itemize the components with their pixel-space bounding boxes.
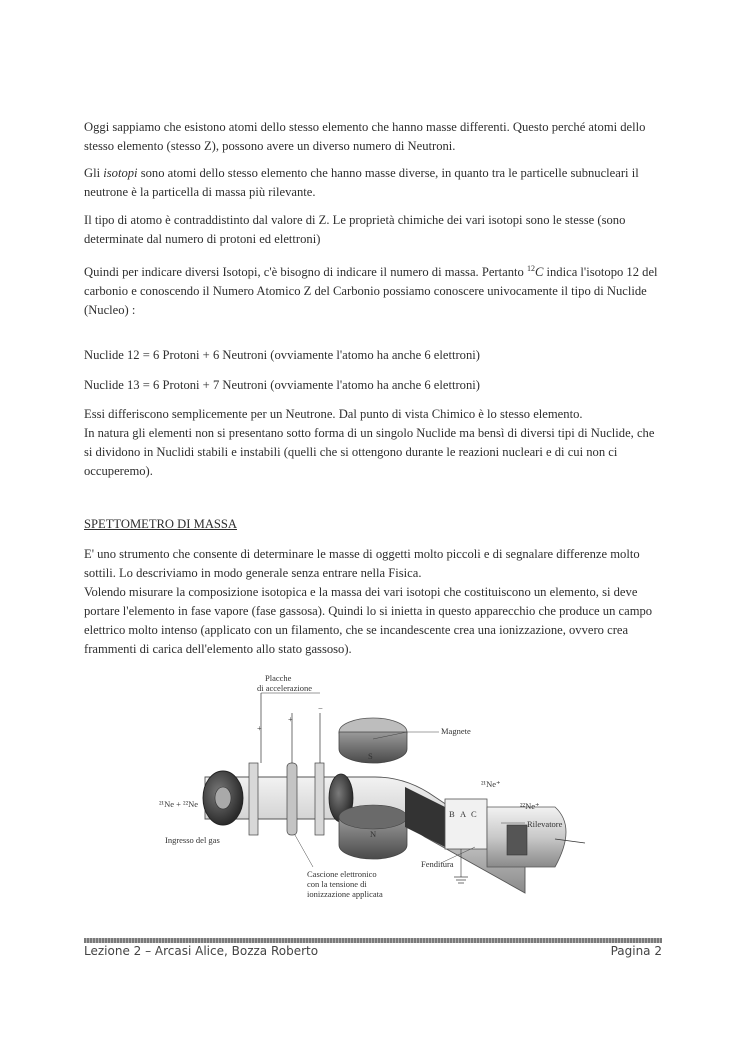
term-isotopi: isotopi xyxy=(103,166,138,180)
label-cathode-line1: Cascione elettronico xyxy=(307,869,377,879)
label-ne22-ion: ²²Ne⁺ xyxy=(520,801,540,811)
label-plates-line2: di accelerazione xyxy=(257,683,312,693)
plus-sign: + xyxy=(257,723,262,733)
lower-magnet-top xyxy=(339,805,407,829)
mass-spectrometer-figure xyxy=(145,667,595,915)
paragraph-neutron-difference: Essi differiscono semplicemente per un Neutrone. Dal punto di vista Chimico è lo stesso elemento. xyxy=(84,407,583,421)
label-cathode-line2: con la tensione di xyxy=(307,879,367,889)
footer-page-number: Pagina 2 xyxy=(610,944,662,958)
paragraph-spectrometer-procedure: Volendo misurare la composizione isotopica e la massa dei vari isotopi che costituiscono un elemento, si deve portare l'elemento in fase vapore (fase gassosa). Quindi lo si inietta in questo apparecchio che produce un campo elettrico molto intenso (applicato con un filamento, che se incandescente crea una ionizzazione, ovvero crea frammenti di carica dell'elemento allo stato gassoso). xyxy=(84,585,653,656)
minus-sign: − xyxy=(318,703,323,713)
gas-inlet-hole xyxy=(215,787,231,809)
label-a: A xyxy=(460,809,467,819)
label-c: C xyxy=(471,809,477,819)
label-magnet: Magnete xyxy=(441,726,471,736)
label-cathode-line3: ionizzazione applicata xyxy=(307,889,383,899)
isotope-symbol: C xyxy=(534,265,544,279)
magnet-n-label: N xyxy=(370,829,377,839)
footer-authors: Lezione 2 – Arcasi Alice, Bozza Roberto xyxy=(84,944,319,958)
label-ne-mixture: ²¹Ne + ²²Ne xyxy=(159,799,199,809)
upper-magnet-body xyxy=(339,732,407,763)
leader-line xyxy=(295,835,313,867)
footer-divider xyxy=(84,938,662,943)
detector xyxy=(507,825,527,855)
electrode-plate xyxy=(249,763,258,835)
paragraph-mass-number xyxy=(84,263,664,320)
paragraph-nuclide-13: Nuclide 13 = 6 Protoni + 7 Neutroni (ovviamente l'atomo ha anche 6 elettroni) xyxy=(84,378,480,392)
paragraph-spectrometer-intro: E' uno strumento che consente di determinare le masse di oggetti molto piccoli e di segnalare differenze molto sottili. Lo descriviamo in modo generale senza entrare nella Fisica. xyxy=(84,547,640,580)
label-ne21-ion: ²¹Ne⁺ xyxy=(481,779,501,789)
isotope-mass-superscript: 12 xyxy=(526,263,535,273)
paragraph-isotopes-definition xyxy=(84,164,664,202)
electrode-plate xyxy=(287,763,297,835)
label-b: B xyxy=(449,809,455,819)
label-plates-line1: Placche xyxy=(265,673,292,683)
section-heading-mass-spectrometer: SPETTOMETRO DI MASSA xyxy=(84,517,238,531)
paragraph-nuclide-12: Nuclide 12 = 6 Protoni + 6 Neutroni (ovviamente l'atomo ha anche 6 elettroni) xyxy=(84,348,480,362)
plus-sign: + xyxy=(288,714,293,724)
label-slit: Fenditura xyxy=(421,859,454,869)
paragraph-lead: Gli xyxy=(84,166,104,180)
paragraph-rest: indica l'isotopo 12 del carbonio e conoscendo il Numero Atomico Z del Carbonio possiamo conoscere univocamente il tipo di Nuclide (Nucleo) : xyxy=(84,265,658,317)
label-gas-inlet: Ingresso del gas xyxy=(165,835,220,845)
paragraph-rest: sono atomi dello stesso elemento che hanno masse diverse, in quanto tra le particelle subnucleari il neutrone è la particella di massa più rilevante. xyxy=(84,166,639,199)
paragraph-atom-type: Il tipo di atomo è contraddistinto dal valore di Z. Le proprietà chimiche dei vari isotopi sono le stesse (sono determinate dal numero di protoni ed elettroni) xyxy=(84,213,626,246)
paragraph-lead: Quindi per indicare diversi Isotopi, c'è bisogno di indicare il numero di massa. Pertanto xyxy=(84,265,527,279)
paragraph-isotopes-intro: Oggi sappiamo che esistono atomi dello stesso elemento che hanno masse differenti. Questo perché atomi dello stesso elemento (stesso Z), possono avere un diverso numero di Neutroni. xyxy=(84,120,646,153)
magnet-s-label: S xyxy=(368,751,373,761)
slit-box xyxy=(445,799,487,849)
label-detector: Rilevatore xyxy=(527,819,563,829)
electrode-plate xyxy=(315,763,324,835)
paragraph-nuclides-in-nature: In natura gli elementi non si presentano sotto forma di un singolo Nuclide ma bensì di diversi tipi di Nuclide, che si dividono in Nuclidi stabili e instabili (quelli che si ottengono durante le reazioni nucleari e di cui non ci occuperemo). xyxy=(84,426,655,478)
